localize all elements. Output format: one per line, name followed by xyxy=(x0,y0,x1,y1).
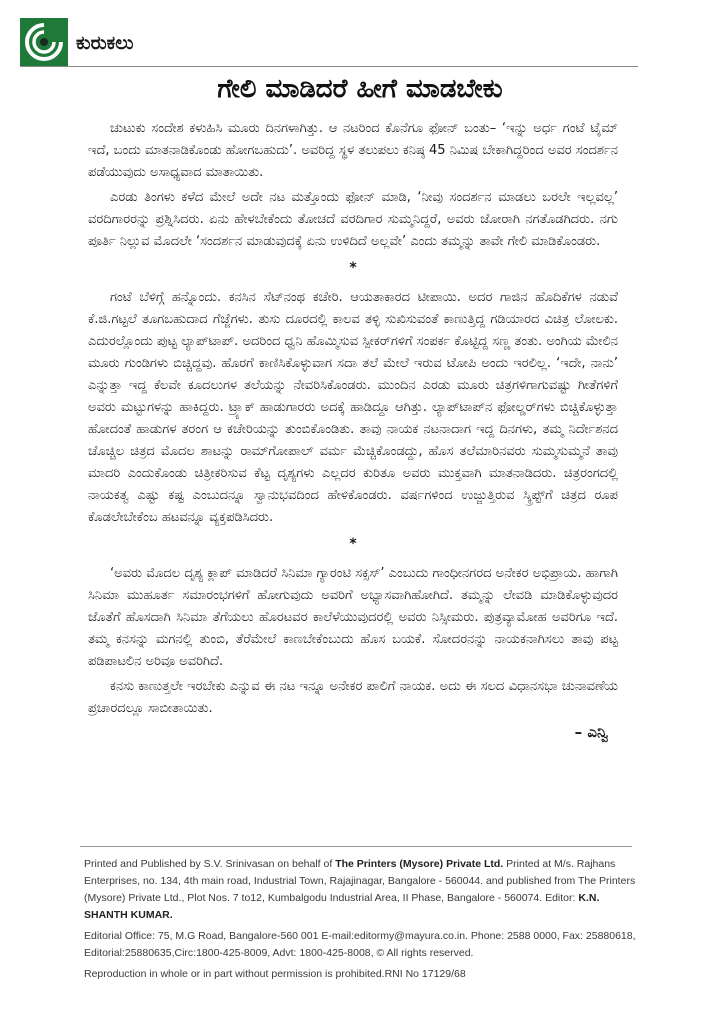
article-title: ಗೇಲಿ ಮಾಡಿದರೆ ಹೀಗೆ ಮಾಡಬೇಕು xyxy=(217,74,503,104)
imprint-printer-line xyxy=(84,856,644,924)
paragraph: ಚುಟುಕು ಸಂದೇಶ ಕಳುಹಿಸಿ ಮೂರು ದಿನಗಳಾಗಿತ್ತು. ಆ ನಟರಿಂದ ಕೊನೆಗೂ ಫೋನ್ ಬಂತು– ‘ಇನ್ನು ಅರ್ಧ ಗಂಟೆ ಟೈಮ್ ಇದೆ, ಬಂದು ಮಾತನಾಡಿಕೊಂಡು ಹೋಗಬಹುದು’. ಅವರಿದ್ದ ಸ್ಥಳ ತಲುಪಲು ಕನಿಷ್ಠ 45 ನಿಮಿಷ ಬೇಕಾಗಿದ್ದರಿಂದ ಅವರ ಸಂದರ್ಶನ ಪಡೆಯುವುದು ಅಸಾಧ್ಯವಾದ ಮಾತಾಯಿತು. xyxy=(88,121,618,180)
printed-by-suffix: Printed at M/s. Rajhans Enterprises, no. 134, 4th main road, Industrial Town, Rajajinagar, Bangalore - 560044. and published from The Printers (Mysore) Private Ltd., Plot Nos. 7 to12, Kumbalgodu Industrial Area, II Phase, Bangalore - 560074. Editor: xyxy=(84,858,636,904)
paragraph: ಕನಸು ಕಾಣುತ್ತಲೇ ಇರಬೇಕು ಎನ್ನುವ ಈ ನಟ ಇನ್ನೂ ಅನೇಕರ ಪಾಲಿಗೆ ನಾಯಕ. ಅದು ಈ ಸಲದ ವಿಧಾನಸಭಾ ಚುನಾವಣೆಯ ಪ್ರಚಾರದಲ್ಲೂ ಸಾಬೀತಾಯಿತು. xyxy=(88,679,618,716)
swirl-logo-icon xyxy=(20,18,68,66)
author-signature: – ಎನ್ವಿ xyxy=(574,723,608,741)
editorial-office: Editorial Office: 75, M.G Road, Bangalore-560 001 E-mail:editormy@mayura.co.in. Phone: 2588 0000, Fax: 25880618, Editorial:25880635,Circ:1800-425-8009, Advt: 1800-425-8008, © All rights reserved. xyxy=(84,930,636,959)
printed-by-prefix: Printed and Published by S.V. Srinivasan on behalf of xyxy=(84,858,336,870)
section-name: ಕುರುಕಲು xyxy=(76,32,134,54)
section-separator: * xyxy=(349,536,357,552)
page-header xyxy=(20,18,638,67)
logo xyxy=(20,18,68,66)
paragraph: ಗಂಟೆ ಬೆಳಿಗ್ಗೆ ಹನ್ನೊಂದು. ಕನಸಿನ ಸೆಟ್‌ನಂಥ ಕಚೇರಿ. ಆಯತಾಕಾರದ ಟೀಪಾಯಿ. ಅದರ ಗಾಜಿನ ಹೊದಿಕೆಗಳ ನಡುವೆ ಕೆ.ಜಿ.ಗಟ್ಟಲೆ ತೂಗಬಹುದಾದ ಗೆಜ್ಜೆಗಳು. ತುಸು ದೂರದಲ್ಲಿ ಕಾಲವ ತಳ್ಳಿ ಸುಖಿಸುವಂತೆ ಕಾಣುತ್ತಿದ್ದ ಗಡಿಯಾರದ ವಿಚಿತ್ರ ಲೋಲಕು. ಎದುರಲ್ಲೊಂದು ಪುಟ್ಟ ಲ್ಯಾಪ್‌ಟಾಪ್. ಅದರಿಂದ ಧ್ವನಿ ಹೊಮ್ಮಿಸುವ ಸ್ಪೀಕರ್‌ಗಳಿಗೆ ಸಂಪರ್ಕ ಕೊಟ್ಟಿದ್ದ ಸಣ್ಣ ತಂತು. ಅಂಗಿಯ ಮೇಲಿನ ಮೂರು ಗುಂಡಿಗಳು ಬಿಚ್ಚಿದ್ದವು. ಹೊರಗೆ ಕಾಣಿಸಿಕೊಳ್ಳುವಾಗ ಸದಾ ತಲೆ ಮೇಲೆ ಇರುವ ಟೋಪಿ ಅಂದು ಇರಲಿಲ್ಲ. ‘ಇದೇ, ನಾನು’ ಎನ್ನುತ್ತಾ ಇದ್ದ ಕೆಲವೇ ಕೂದಲುಗಳ ತಲೆಯನ್ನು ನೇವರಿಸಿಕೊಂಡರು. ಮುಂದಿನ ಎರಡು ಮೂರು ಚಿತ್ರಗಳಿಗಾಗುವಷ್ಟು ಗೀತೆಗಳಿಗೆ ಅವರು ಮಟ್ಟುಗಳನ್ನು ಹಾಕಿದ್ದರು. ಟ್ರ್ಯಾಕ್ ಹಾಡುಗಾರರು ಅದಕ್ಕೆ ಹಾಡಿದ್ದೂ ಆಗಿತ್ತು. ಲ್ಯಾಪ್‌ಟಾಪ್‌ನ ಫೋಲ್ಡರ್‌ಗಳು ಬಿಚ್ಚಿಕೊಳ್ಳುತ್ತಾ ಹೋದಂತೆ ಹಾಡುಗಳ ತರಂಗ ಆ ಕಚೇರಿಯನ್ನು ತುಂಬಿಕೊಂಡಿತು. ತಾವು ನಾಯಕ ನಟನಾದಾಗ ಇದ್ದ ದಿನಗಳು, ತಮ್ಮ ನಿರ್ದೇಶನದ ಚೊಚ್ಚಿಲ ಚಿತ್ರದ ಮೊದಲ ಶಾಟನ್ನು ರಾಮ್‌ಗೋಪಾಲ್ ವರ್ಮ ಮೆಚ್ಚಿಕೊಂಡದ್ದು, ಹೊಸ ತಲೆಮಾರಿನವರು ಸುಮ್ಮಸುಮ್ಮನೆ ತಾವು ಮಾದರಿ ಎಂದುಕೊಂಡು ಚಿತ್ರೀಕರಿಸುವ ಕೆಟ್ಟ ದೃಶ್ಯಗಳು ಎಲ್ಲದರ ಕುರಿತೂ ಅವರು ಮುಕ್ತವಾಗಿ ಮಾತನಾಡಿದರು. ಚಿತ್ರರಂಗದಲ್ಲಿ ನಾಯಕತ್ವ ಎಷ್ಟು ಕಷ್ಟ ಎಂಬುದನ್ನೂ ಸ್ವಾನುಭವದಿಂದ ಹೇಳಿಕೊಂಡರು. ವರ್ಷಗಳಿಂದ ಉಜ್ಜುತ್ತಿರುವ ಸ್ಕ್ರಿಪ್ಟ್‌ಗೆ ಚಿತ್ರದ ರೂಪ ಕೊಡಲೇಬೇಕೆಂಬ ಹಟವನ್ನೂ ವ್ಯಕ್ತಪಡಿಸಿದರು. xyxy=(88,290,618,525)
imprint-block xyxy=(84,856,644,987)
paragraph: ಎರಡು ತಿಂಗಳು ಕಳೆದ ಮೇಲೆ ಅದೇ ನಟ ಮತ್ತೊಂದು ಫೋನ್ ಮಾಡಿ, ‘ನೀವು ಸಂದರ್ಶನ ಮಾಡಲು ಬರಲೇ ಇಲ್ಲವಲ್ಲ’ ವರದಿಗಾರರನ್ನು ಪ್ರಶ್ನಿಸಿದರು. ಏನು ಹೇಳಬೇಕೆಂದು ತೋಚದೆ ವರದಿಗಾರ ಸುಮ್ಮನಿದ್ದರೆ, ಅವರು ಜೋರಾಗಿ ನಗತೊಡಗಿದರು. ನಗು ಪೂರ್ತಿ ನಿಲ್ಲುವ ಮೊದಲೇ ‘ಸಂದರ್ಶನ ಮಾಡುವುದಕ್ಕೆ ಏನು ಉಳಿದಿದೆ ಅಲ್ಲವೇ’ ಎಂದು ತಮ್ಮನ್ನು ತಾವೇ ಗೇಲಿ ಮಾಡಿಕೊಂಡರು. xyxy=(88,190,618,249)
paragraph: ‘ಅವರು ಮೊದಲ ದೃಶ್ಯ ಕ್ಲಾಪ್ ಮಾಡಿದರೆ ಸಿನಿಮಾ ಗ್ಯಾರಂಟಿ ಸಕ್ಸಸ್’ ಎಂಬುದು ಗಾಂಧೀನಗರದ ಅನೇಕರ ಅಭಿಪ್ರಾಯ. ಹಾಗಾಗಿ ಸಿನಿಮಾ ಮುಹೂರ್ತ ಸಮಾರಂಭಗಳಿಗೆ ಹೋಗುವುದು ಅವರಿಗೆ ಅಭ್ಯಾಸವಾಗಿಹೋಗಿದೆ. ತಮ್ಮನ್ನು ಲೇವಡಿ ಮಾಡಿಕೊಳ್ಳುವುದರ ಜೊತೆಗೆ ಹೊಸದಾಗಿ ಸಿನಿಮಾ ತೆಗೆಯಲು ಹೊರಟವರ ಕಾಲೆಳೆಯುವುದರಲ್ಲಿ ಅವರು ನಿಸ್ಸೀಮರು. ಪುತ್ರವ್ಯಾಮೋಹ ಅವರಿಗೂ ಇದೆ. ತಮ್ಮ ಕನಸನ್ನು ಮಗನಲ್ಲಿ ತುಂಬಿ, ತೆರೆಮೇಲೆ ಕಾಣಬೇಕೆಂಬುದು ಹೊಸ ಬಯಕೆ. ಸೋದರನನ್ನು ನಾಯಕನಾಗಿಸಲು ತಾವು ಪಟ್ಟ ಪಡಿಪಾಟಲಿನ ಅರಿವೂ ಅವರಿಗಿದೆ. xyxy=(88,566,618,669)
footer-divider xyxy=(80,846,632,847)
section-separator: * xyxy=(349,260,357,276)
publisher-name: The Printers (Mysore) Private Ltd. xyxy=(335,858,504,870)
article-body xyxy=(88,118,618,743)
reproduction-notice: Reproduction in whole or in part without permission is prohibited.RNI No 17129/68 xyxy=(84,968,466,980)
editor-name: K.N. SHANTH KUMAR. xyxy=(84,892,600,921)
